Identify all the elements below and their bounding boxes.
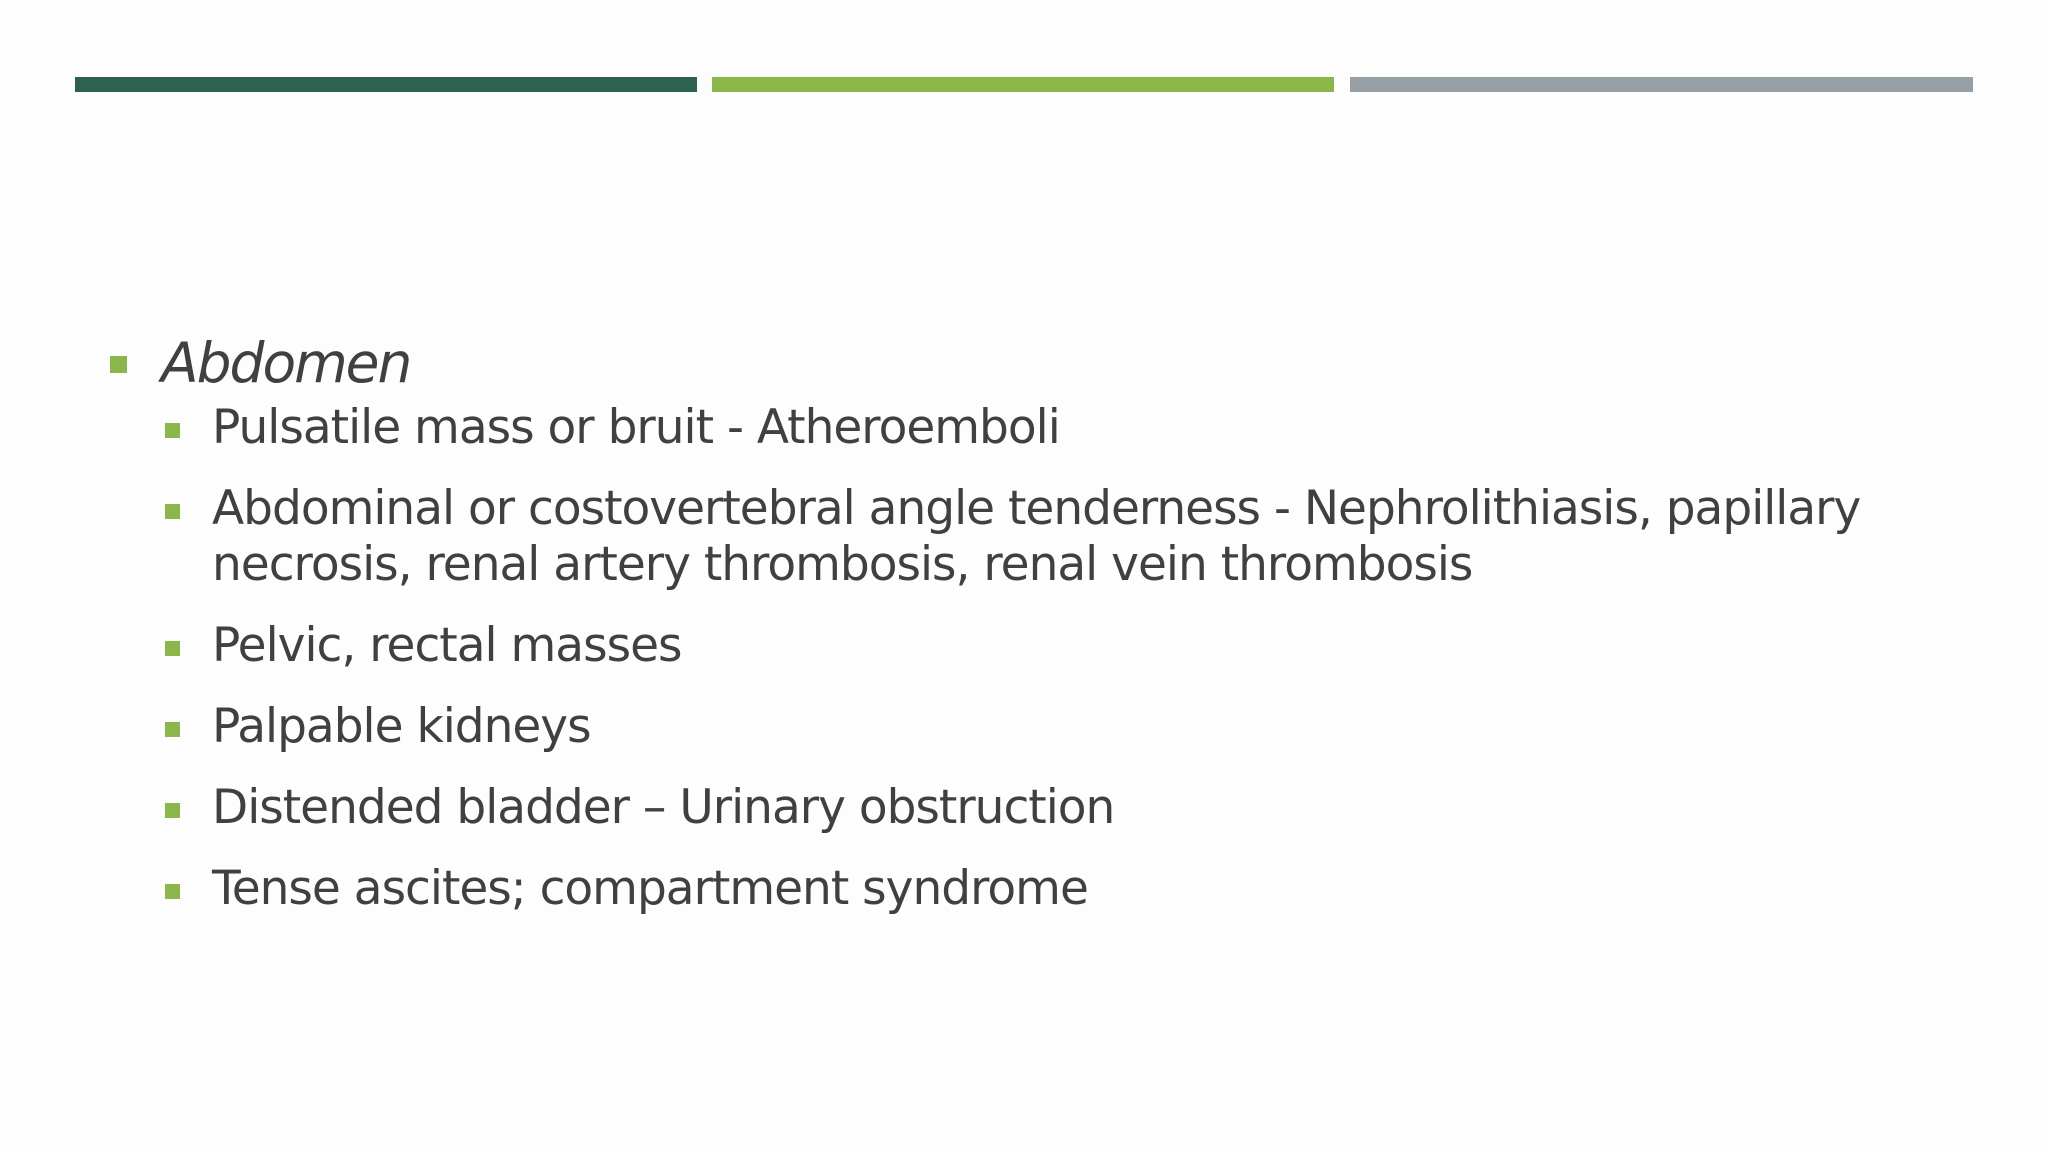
sub-bullet-list <box>110 400 1990 917</box>
list-item <box>165 780 1990 836</box>
list-item <box>165 481 1990 593</box>
square-bullet-icon <box>110 356 127 373</box>
list-item <box>165 699 1990 755</box>
square-bullet-icon <box>165 722 180 737</box>
list-item <box>165 861 1990 917</box>
list-item-text: Pelvic, rectal masses <box>212 618 682 673</box>
square-bullet-icon <box>165 884 180 899</box>
header-bar-light-green <box>712 77 1334 92</box>
heading-abdomen: Abdomen <box>161 331 411 395</box>
list-item-text: Tense ascites; compartment syndrome <box>212 861 1088 916</box>
list-item <box>165 400 1990 456</box>
list-item-text: Distended bladder – Urinary obstruction <box>212 780 1115 835</box>
bullet-heading <box>110 326 1990 400</box>
slide-content <box>110 326 1990 942</box>
square-bullet-icon <box>165 504 180 519</box>
square-bullet-icon <box>165 641 180 656</box>
list-item-text: Pulsatile mass or bruit - Atheroemboli <box>212 400 1060 455</box>
square-bullet-icon <box>165 423 180 438</box>
list-item-text: Abdominal or costovertebral angle tenderness - Nephrolithiasis, papillary necrosis, renal artery thrombosis, renal vein thrombosis <box>212 481 1861 592</box>
square-bullet-icon <box>165 803 180 818</box>
list-item-text: Palpable kidneys <box>212 699 591 754</box>
header-bar-dark-green <box>75 77 697 92</box>
list-item <box>165 618 1990 674</box>
header-bar-gray <box>1350 77 1973 92</box>
